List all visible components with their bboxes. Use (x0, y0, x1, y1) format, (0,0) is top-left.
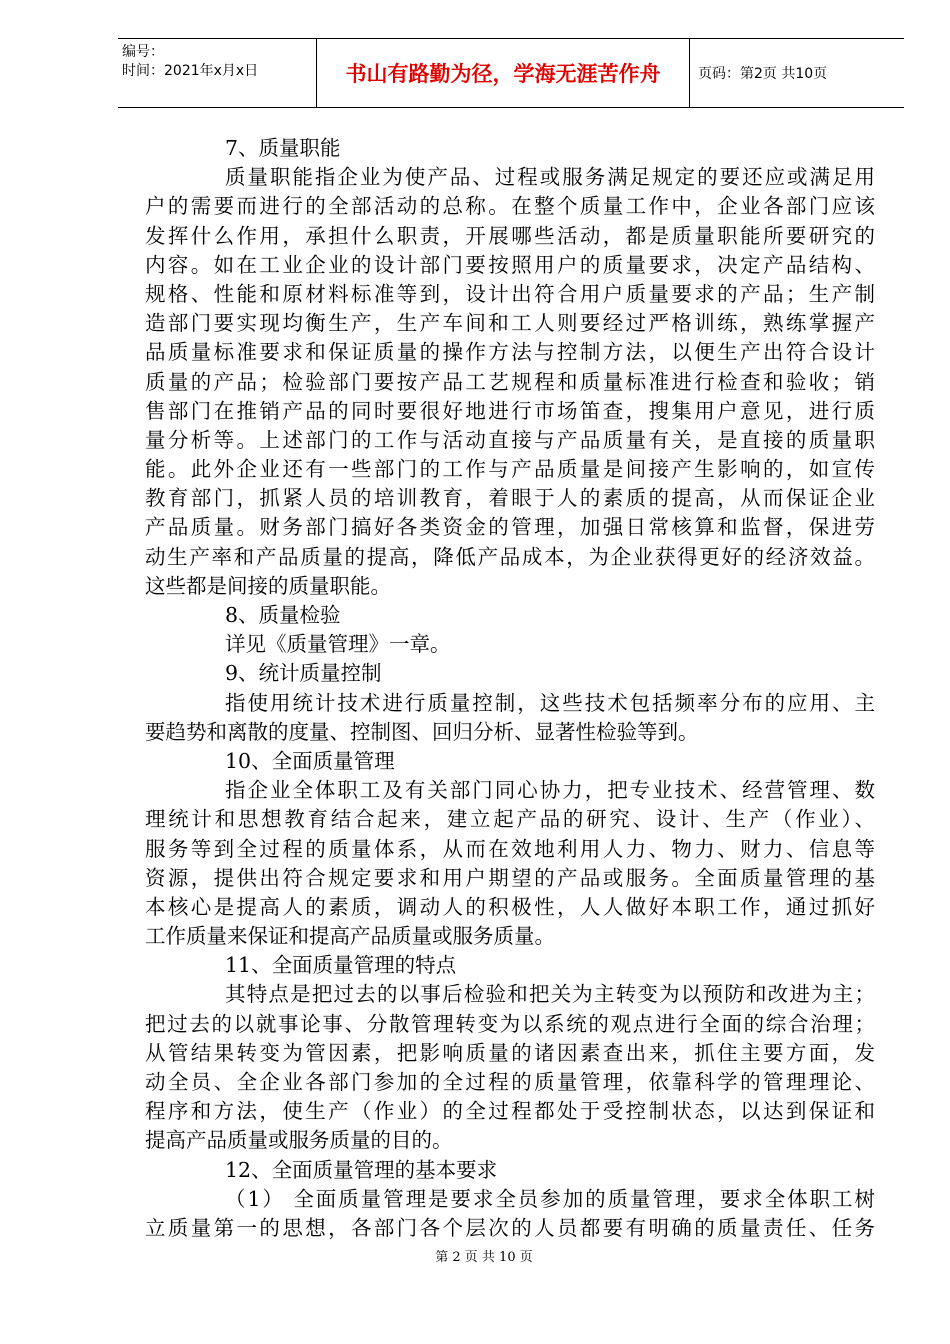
paragraph-line: 指企业全体职工及有关部门同心协力，把专业技术、经营管理、数 (225, 778, 875, 803)
paragraph-line: 能。此外企业还有一些部门的工作与产品质量是间接产生影响的，如宣传 (145, 457, 875, 482)
paragraph-line: 服务等到全过程的质量体系，从而在效地利用人力、物力、财力、信息等 (145, 836, 875, 861)
paragraph-line: 动全员、全企业各部门参加的全过程的质量管理，依靠科学的管理理论、 (145, 1070, 875, 1094)
section-heading-11: 11、全面质量管理的特点 (225, 953, 457, 978)
paragraph-line: 这些都是间接的质量职能。 (145, 573, 391, 598)
header-motto: 书山有路勤为径，学海无涯苦作舟 (316, 39, 690, 107)
paragraph-line: 把过去的以就事论事、分散管理转变为以系统的观点进行全面的综合治理； (145, 1011, 875, 1036)
paragraph-line: 动生产率和产品质量的提高，降低产品成本，为企业获得更好的经济效益。 (145, 544, 875, 569)
page-footer: 第 2 页 共 10 页 (435, 1250, 533, 1265)
header-table (118, 38, 904, 108)
section-heading-9: 9、统计质量控制 (225, 661, 382, 686)
paragraph-line: 要趋势和离散的度量、控制图、回归分析、显著性检验等到。 (145, 719, 699, 744)
paragraph-line: 工作质量来保证和提高产品质量或服务质量。 (145, 924, 555, 949)
header-page-info: 页码：第2页 共10页 (698, 66, 828, 82)
document-body (145, 134, 875, 1243)
document-number-label: 编号： (122, 44, 164, 60)
paragraph-line: 资源，提供出符合规定要求和用户期望的产品或服务。全面质量管理的基 (145, 865, 875, 890)
paragraph-line: 立质量第一的思想，各部门各个层次的人员都要有明确的质量责任、任务 (145, 1215, 875, 1240)
section-heading-10: 10、全面质量管理 (225, 748, 395, 773)
section-heading-8: 8、质量检验 (225, 603, 341, 627)
paragraph-line: 详见《质量管理》一章。 (225, 632, 451, 657)
paragraph-line: 本核心是提高人的素质，调动人的积极性，人人做好本职工作，通过抓好 (145, 894, 875, 919)
header-meta-cell (118, 39, 316, 107)
paragraph-line: 户的需要而进行的全部活动的总称。在整个质量工作中，企业各部门应该 (145, 194, 875, 219)
paragraph-line: 质量职能指企业为使产品、过程或服务满足规定的要还应或满足用 (225, 165, 875, 190)
paragraph-line: 从管结果转变为管因素，把影响质量的诸因素查出来，抓住主要方面，发 (145, 1040, 875, 1065)
paragraph-line: 售部门在推销产品的同时要很好地进行市场笛查，搜集用户意见，进行质 (145, 398, 875, 423)
section-heading-7: 7、质量职能 (225, 136, 341, 160)
paragraph-line: 发挥什么作用，承担什么职责，开展哪些活动，都是质量职能所要研究的 (145, 223, 875, 248)
paragraph-line: 产品质量。财务部门搞好各类资金的管理，加强日常核算和监督，保进劳 (145, 515, 875, 540)
paragraph-line: 造部门要实现均衡生产，生产车间和工人则要经过严格训练，熟练掌握产 (145, 311, 875, 336)
paragraph-line: 品质量标准要求和保证质量的操作方法与控制方法，以便生产出符合设计 (145, 340, 875, 365)
document-time-label: 时间：2021年x月x日 (122, 63, 259, 79)
paragraph-line: 其特点是把过去的以事后检验和把关为主转变为以预防和改进为主； (225, 982, 875, 1007)
paragraph-line: 质量的产品；检验部门要按产品工艺规程和质量标准进行检查和验收；销 (145, 369, 875, 394)
paragraph-line: 教育部门，抓紧人员的培训教育，着眼于人的素质的提高，从而保证企业 (145, 486, 875, 511)
paragraph-line: 内容。如在工业企业的设计部门要按照用户的质量要求，决定产品结构、 (145, 252, 875, 277)
paragraph-line: 提高产品质量或服务质量的目的。 (145, 1128, 453, 1153)
section-heading-12: 12、全面质量管理的基本要求 (225, 1157, 498, 1182)
paragraph-line: 理统计和思想教育结合起来，建立起产品的研究、设计、生产（作业）、 (145, 807, 875, 832)
paragraph-line: 指使用统计技术进行质量控制，这些技术包括频率分布的应用、主 (225, 690, 875, 715)
paragraph-line: 量分析等。上述部门的工作与活动直接与产品质量有关，是直接的质量职 (145, 427, 875, 452)
paragraph-line: 规格、性能和原材料标准等到，设计出符合用户质量要求的产品；生产制 (145, 281, 875, 306)
paragraph-line: （1） 全面质量管理是要求全员参加的质量管理，要求全体职工树 (225, 1186, 875, 1211)
paragraph-line: 程序和方法，使生产（作业）的全过程都处于受控制状态，以达到保证和 (145, 1099, 875, 1124)
